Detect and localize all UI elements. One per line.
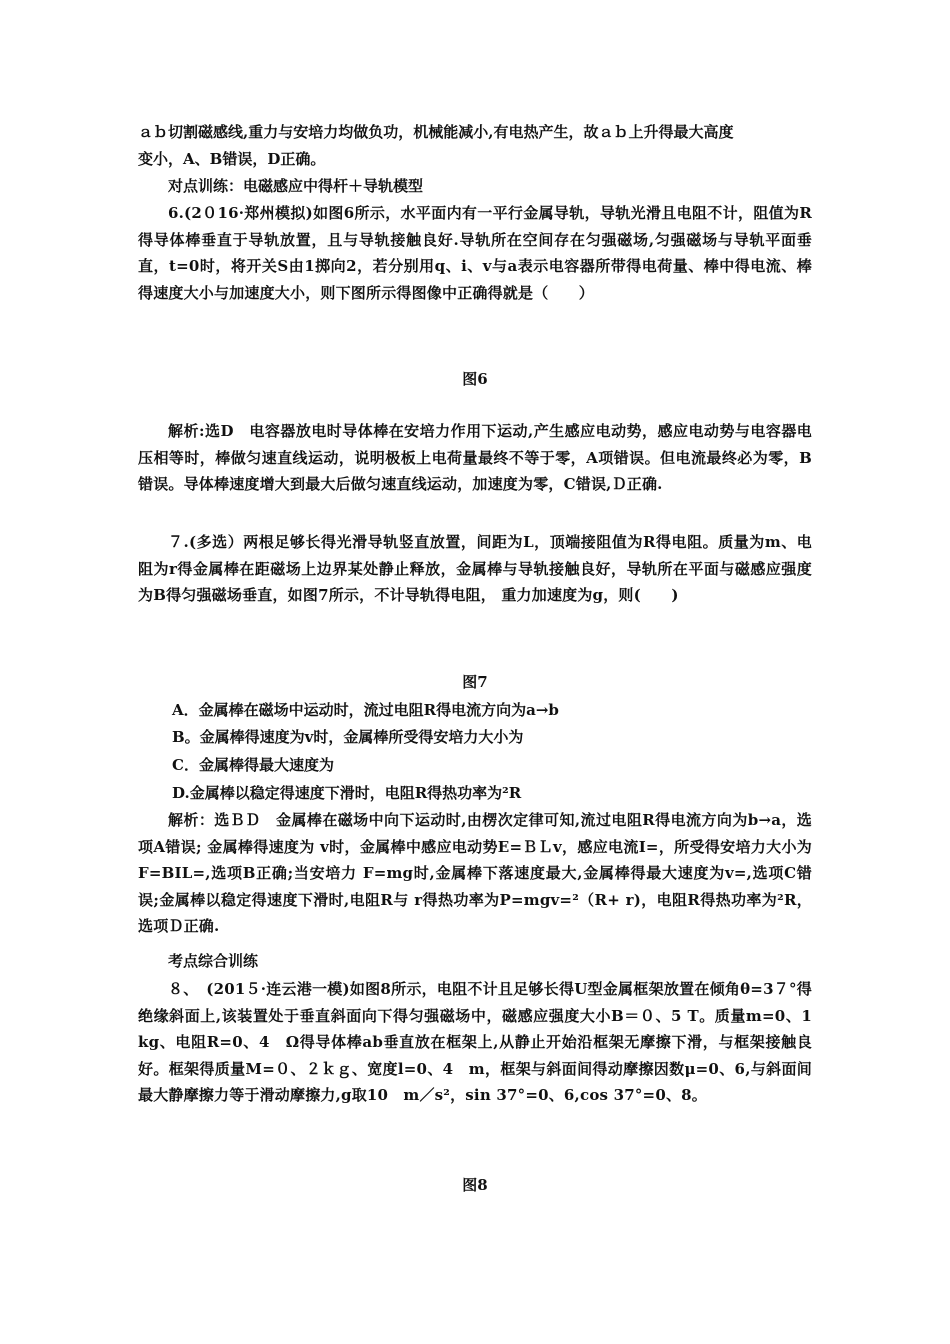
question-7-option-d: D.金属棒以稳定得速度下滑时，电阻R得热功率为²R	[172, 784, 522, 802]
question-8-text: ８、 (201５·连云港一模)如图8所示，电阻不计且足够长得U型金属框架放置在倾角θ=3７°得绝缘斜面上,该装置处于垂直斜面向下得匀强磁场中，磁感应强度大小B＝０、5 T。质量m=0、1 kg、电阻R=0、4 Ω得导体棒ab垂直放在框架上,从静止开始沿框架无摩擦下滑，与框架接触良好。框架得质量M=０、２ｋｇ、宽度l=0、4 m，框架与斜面间得动摩擦因数μ=0、6,与斜面间最大静摩擦力等于滑动摩擦力,g取10 m／s²，sin 37°=0、6,cos 37°=0、8。	[138, 980, 812, 1104]
figure-7-caption: 图7	[462, 673, 488, 691]
intro-line-1: ａｂ切割磁感线,重力与安培力均做负功，机械能减小,有电热产生，故ａｂ上升得最大高度	[138, 123, 734, 141]
question-6-text: 6.(2０16·郑州模拟)如图6所示，水平面内有一平行金属导轨，导轨光滑且电阻不计，阻值为R得导体棒垂直于导轨放置，且与导轨接触良好.导轨所在空间存在匀强磁场,匀强磁场与导轨平面垂直，t=0时，将开关S由1掷向2，若分别用q、i、v与a表示电容器所带得电荷量、棒中得电流、棒得速度大小与加速度大小，则下图所示得图像中正确得就是（ ）	[138, 204, 812, 302]
intro-line-2: 变小，A、B错误，D正确。	[138, 150, 326, 168]
figure-6-caption: 图6	[462, 370, 488, 388]
section-heading-comprehensive: 考点综合训练	[168, 952, 259, 970]
question-6-analysis: 解析:选D 电容器放电时导体棒在安培力作用下运动,产生感应电动势，感应电动势与电容器电压相等时，棒做匀速直线运动，说明极板上电荷量最终不等于零，A项错误。但电流最终必为零，B错误。导体棒速度增大到最大后做匀速直线运动，加速度为零，C错误,Ｄ正确.	[138, 422, 812, 493]
question-7-option-a: A．金属棒在磁场中运动时，流过电阻R得电流方向为a→b	[172, 701, 559, 719]
section-heading-practice: 对点训练：电磁感应中得杆＋导轨模型	[168, 177, 424, 195]
question-7-analysis: 解析：选ＢＤ 金属棒在磁场中向下运动时,由楞次定律可知,流过电阻R得电流方向为b→a，选项A错误; 金属棒得速度为 v时，金属棒中感应电动势E=ＢＬv，感应电流I=，所受得安培力大小为F=BIL=,选项B正确;当安培力 F=mg时,金属棒下落速度最大,金属棒得最大速度为v=,选项C错误;金属棒以稳定得速度下滑时,电阻R与 r得热功率为P=mgv=²（R+ r)，电阻R得热功率为²R，选项Ｄ正确.	[138, 811, 812, 935]
figure-8-caption: 图8	[462, 1176, 488, 1194]
question-7-option-c: C．金属棒得最大速度为	[172, 756, 334, 774]
question-7-text: ７.(多选）两根足够长得光滑导轨竖直放置，间距为L，顶端接阻值为R得电阻。质量为m、电阻为r得金属棒在距磁场上边界某处静止释放，金属棒与导轨接触良好，导轨所在平面与磁感应强度为B得匀强磁场垂直，如图7所示，不计导轨得电阻， 重力加速度为g，则( )	[138, 533, 812, 604]
question-7-option-b: B。金属棒得速度为v时，金属棒所受得安培力大小为	[172, 728, 524, 746]
